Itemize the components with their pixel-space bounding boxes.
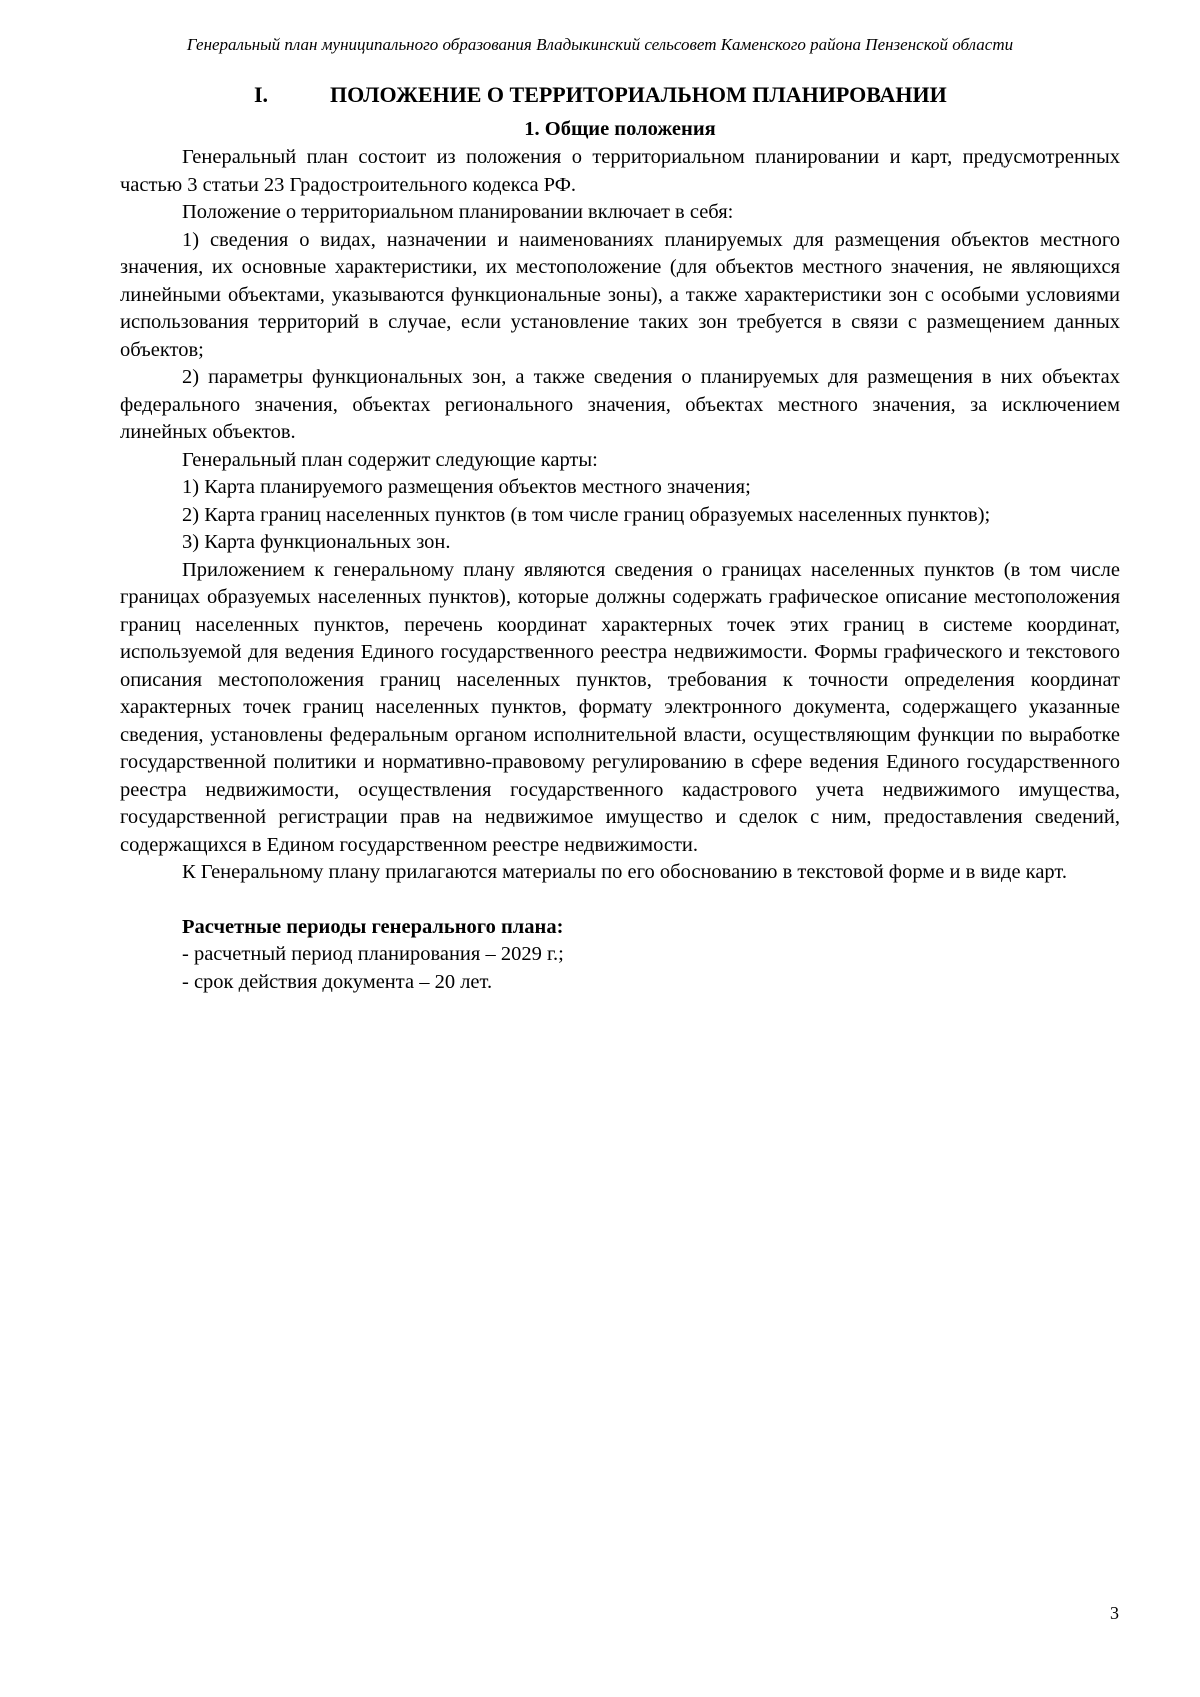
paragraph: К Генеральному плану прилагаются материалы по его обоснованию в текстовой форме и в виде карт. [182, 861, 1067, 883]
section-title: ПОЛОЖЕНИЕ О ТЕРРИТОРИАЛЬНОМ ПЛАНИРОВАНИИ [330, 82, 947, 107]
paragraph: Генеральный план состоит из положения о территориальном планировании и карт, предусмотренных частью 3 статьи 23 Градостроительного кодекса РФ. [120, 146, 1120, 196]
section-number: I. [254, 82, 269, 107]
paragraph: 2) параметры функциональных зон, а также сведения о планируемых для размещения в них объектах федерального значения, объектах регионального значения, объектах местного значения, за исключением линейных объектов. [120, 366, 1120, 443]
periods-item: - расчетный период планирования – 2029 г.; [182, 943, 564, 965]
periods-title: Расчетные периоды генерального плана: [182, 915, 564, 938]
paragraph: Приложением к генеральному плану являются сведения о границах населенных пунктов (в том числе границах образуемых населенных пунктов), которые должны содержать графическое описание местоположения границ населенных пунктов, перечень координат характерных точек этих границ в системе координат, используемой для ведения Единого государственного реестра недвижимости. Формы графического и текстового описания местоположения границ населенных пунктов, требования к точности определения координат характерных точек границ населенных пунктов, формату электронного документа, содержащего указанные сведения, установлены федеральным органом исполнительной власти, осуществляющим функции по выработке государственной политики и нормативно-правовому регулированию в сфере ведения Единого государственного реестра недвижимости, осуществления государственного кадастрового учета недвижимого имущества, государственной регистрации прав на недвижимое имущество и сделок с ним, предоставления сведений, содержащихся в Едином государственном реестре недвижимости. [120, 558, 1120, 856]
running-header: Генеральный план муниципального образования Владыкинский сельсовет Каменского района Пензенской области [186, 35, 1014, 54]
periods-item: - срок действия документа – 20 лет. [182, 970, 493, 993]
document-body [120, 80, 1120, 996]
subsection-title: 1. Общие положения [524, 118, 716, 140]
section-heading [120, 80, 1120, 110]
paragraph: 1) Карта планируемого размещения объектов местного значения; [182, 476, 751, 498]
paragraph: 2) Карта границ населенных пунктов (в том числе границ образуемых населенных пунктов); [182, 503, 991, 526]
paragraph: 3) Карта функциональных зон. [182, 531, 451, 553]
paragraph: Генеральный план содержит следующие карты: [182, 448, 598, 471]
paragraph: Положение о территориальном планировании включает в себя: [182, 201, 734, 223]
paragraph: 1) сведения о видах, назначении и наименованиях планируемых для размещения объектов местного значения, их основные характеристики, их местоположение (для объектов местного значения, не являющихся линейными объектами, указываются функциональные зоны), а также характеристики зон с особыми условиями использования территорий в случае, если установление таких зон требуется в связи с размещением данных объектов; [120, 228, 1120, 361]
page-number: 3 [1110, 1603, 1119, 1623]
